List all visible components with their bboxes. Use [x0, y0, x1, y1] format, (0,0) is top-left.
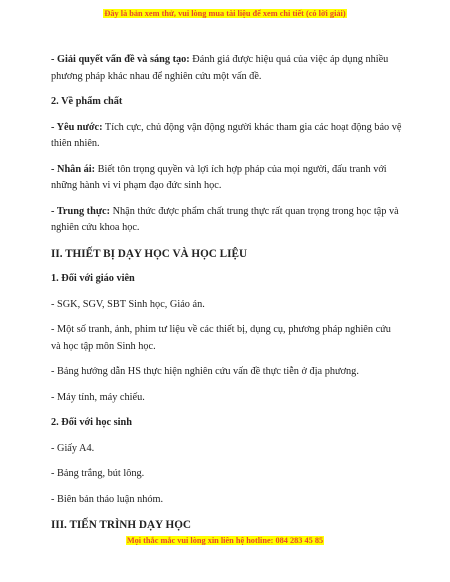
- subsection-heading-student: 2. Đối với học sinh: [51, 417, 132, 428]
- paragraph-lead: - Giải quyết vấn đề và sáng tạo:: [51, 54, 190, 65]
- section-heading-qualities: 2. Về phẩm chất: [51, 96, 123, 107]
- list-item-student-paper: - Giấy A4.: [51, 442, 95, 454]
- quality-patriotism: [51, 120, 403, 153]
- list-item-teacher-books: - SGK, SGV, SBT Sinh học, Giáo án.: [51, 298, 205, 310]
- paragraph-lead: - Yêu nước:: [51, 121, 103, 133]
- section-heading-process: III. TIẾN TRÌNH DẠY HỌC: [51, 519, 191, 531]
- list-item-student-minutes: - Biên bản thảo luận nhóm.: [51, 493, 164, 505]
- list-item-teacher-devices: - Máy tính, máy chiếu.: [51, 391, 145, 403]
- paragraph-text: Tích cực, chủ động vận động người khác tham gia các hoạt động bảo vệ thiên nhiên.: [51, 121, 402, 149]
- paragraph-text: Đánh giá được hiệu quả của việc áp dụng nhiều phương pháp khác nhau để nghiên cứu một vấn đề.: [51, 54, 389, 82]
- list-item-teacher-media: - Một số tranh, ảnh, phim tư liệu về các thiết bị, dụng cụ, phương pháp nghiên cứu và học tập môn Sinh học.: [51, 324, 391, 352]
- list-item-student-board: - Bảng trắng, bút lông.: [51, 468, 145, 479]
- quality-humanity: [51, 162, 403, 195]
- document-body: [51, 52, 403, 543]
- paragraph-text: Biết tôn trọng quyền và lợi ích hợp pháp của mọi người, đấu tranh với những hành vi vi phạm đạo đức sinh học.: [51, 163, 387, 191]
- competency-problem-solving: [51, 52, 403, 85]
- preview-notice-text: Đây là bản xem thử, vui lòng mua tài liệu để xem chi tiết (có lời giải): [104, 9, 346, 18]
- paragraph-lead: - Trung thực:: [51, 205, 111, 217]
- quality-honesty: [51, 204, 403, 237]
- subsection-heading-teacher: 1. Đối với giáo viên: [51, 273, 135, 284]
- preview-notice-header: [0, 9, 450, 18]
- paragraph-lead: - Nhân ái:: [51, 163, 96, 175]
- paragraph-text: Nhận thức được phẩm chất trung thực rất quan trọng trong học tập và nghiên cứu khoa học.: [51, 205, 399, 233]
- list-item-teacher-guide: - Bảng hướng dẫn HS thực hiện nghiên cứu vấn đề thực tiễn ở địa phương.: [51, 366, 359, 377]
- section-heading-equipment: II. THIẾT BỊ DẠY HỌC VÀ HỌC LIỆU: [51, 247, 248, 260]
- hotline-notice-text: Mọi thắc mắc vui lòng xin liên hệ hotline: 084 283 45 85: [126, 536, 324, 545]
- hotline-notice-footer: [0, 536, 450, 545]
